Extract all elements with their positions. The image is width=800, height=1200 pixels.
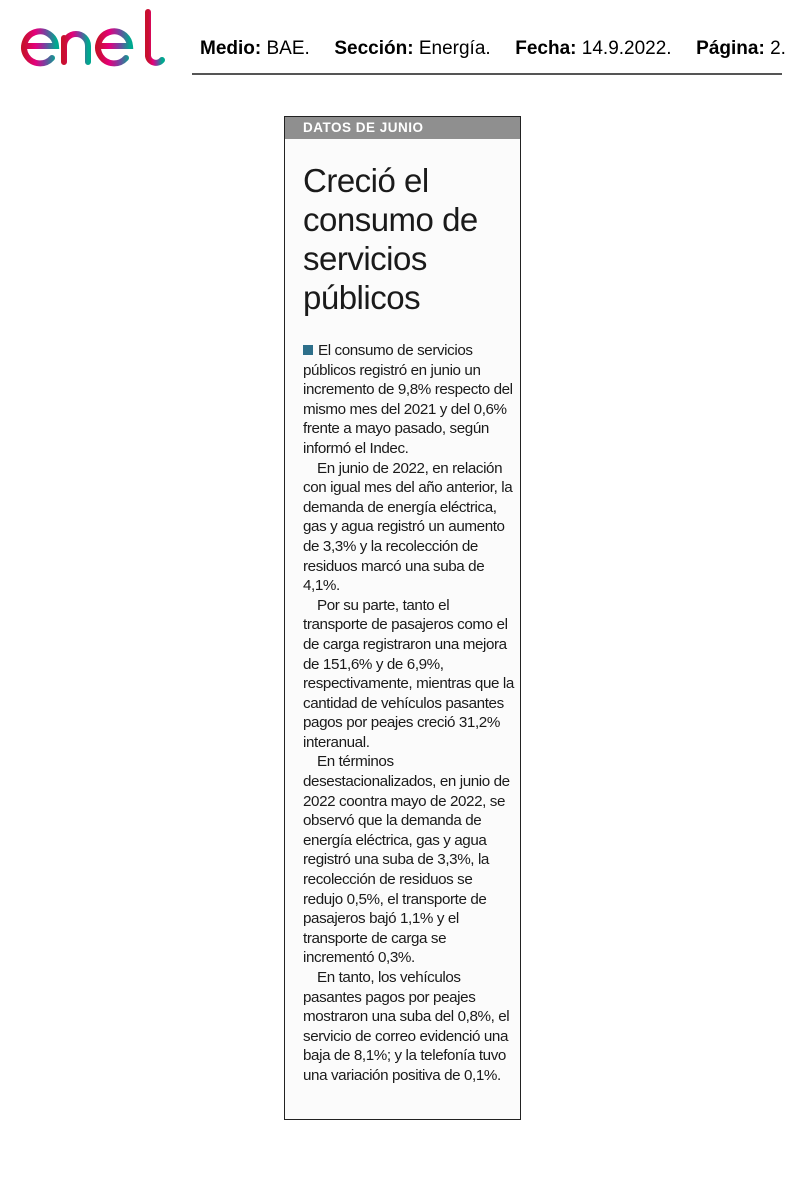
pagina-label: Página: [696, 38, 765, 59]
article-paragraph [303, 341, 515, 459]
square-bullet-icon [303, 345, 313, 355]
page-header [0, 0, 800, 80]
clipping-metadata [200, 38, 786, 60]
medio-label: Medio: [200, 38, 262, 59]
fecha-label: Fecha: [515, 38, 577, 59]
enel-logo [18, 8, 168, 68]
fecha-value: 14.9.2022. [581, 38, 672, 59]
header-divider [192, 73, 782, 75]
pagina-value: 2. [770, 38, 786, 59]
seccion-label: Sección: [334, 38, 414, 59]
article-paragraph: En junio de 2022, en relación con igual mes del año anterior, la demanda de energía eléctrica, gas y agua registró un aumento de 3,3% y la recolección de residuos marcó una suba de 4,1%. [303, 459, 513, 595]
article-paragraph: En términos desestacionalizados, en junio de 2022 coontra mayo de 2022, se observó que la demanda de energía eléctrica, gas y agua registró una suba de 3,3%, la recolección de residuos se redujo 0,5%, el transporte de pasajeros bajó 1,1% y el transporte de carga se incrementó 0,3%. [303, 753, 510, 967]
article-paragraph: En tanto, los vehículos pasantes pagos por peajes mostraron una suba del 0,8%, el servicio de correo evidenció una baja de 8,1%; y la telefonía tuvo una variación positiva de 0,1%. [303, 969, 510, 1084]
medio-value: BAE. [266, 38, 310, 59]
article-paragraph: Por su parte, tanto el transporte de pasajeros como el de carga registraron una mejora de 151,6% y de 6,9%, respectivamente, mientras que la cantidad de vehículos pasantes pagos por peajes creció 31,2% interanual. [303, 596, 514, 751]
article-headline: Creció el consumo de servicios públicos [303, 162, 478, 316]
seccion-value: Energía. [418, 38, 491, 59]
article-body [303, 341, 515, 1086]
article-paragraph-text: El consumo de servicios públicos registró en junio un incremento de 9,8% respecto del mismo mes del 2021 y del 0,6% frente a mayo pasado, según informó el Indec. [303, 342, 513, 457]
article-kicker: DATOS DE JUNIO [285, 117, 520, 139]
news-clipping [284, 116, 521, 1120]
